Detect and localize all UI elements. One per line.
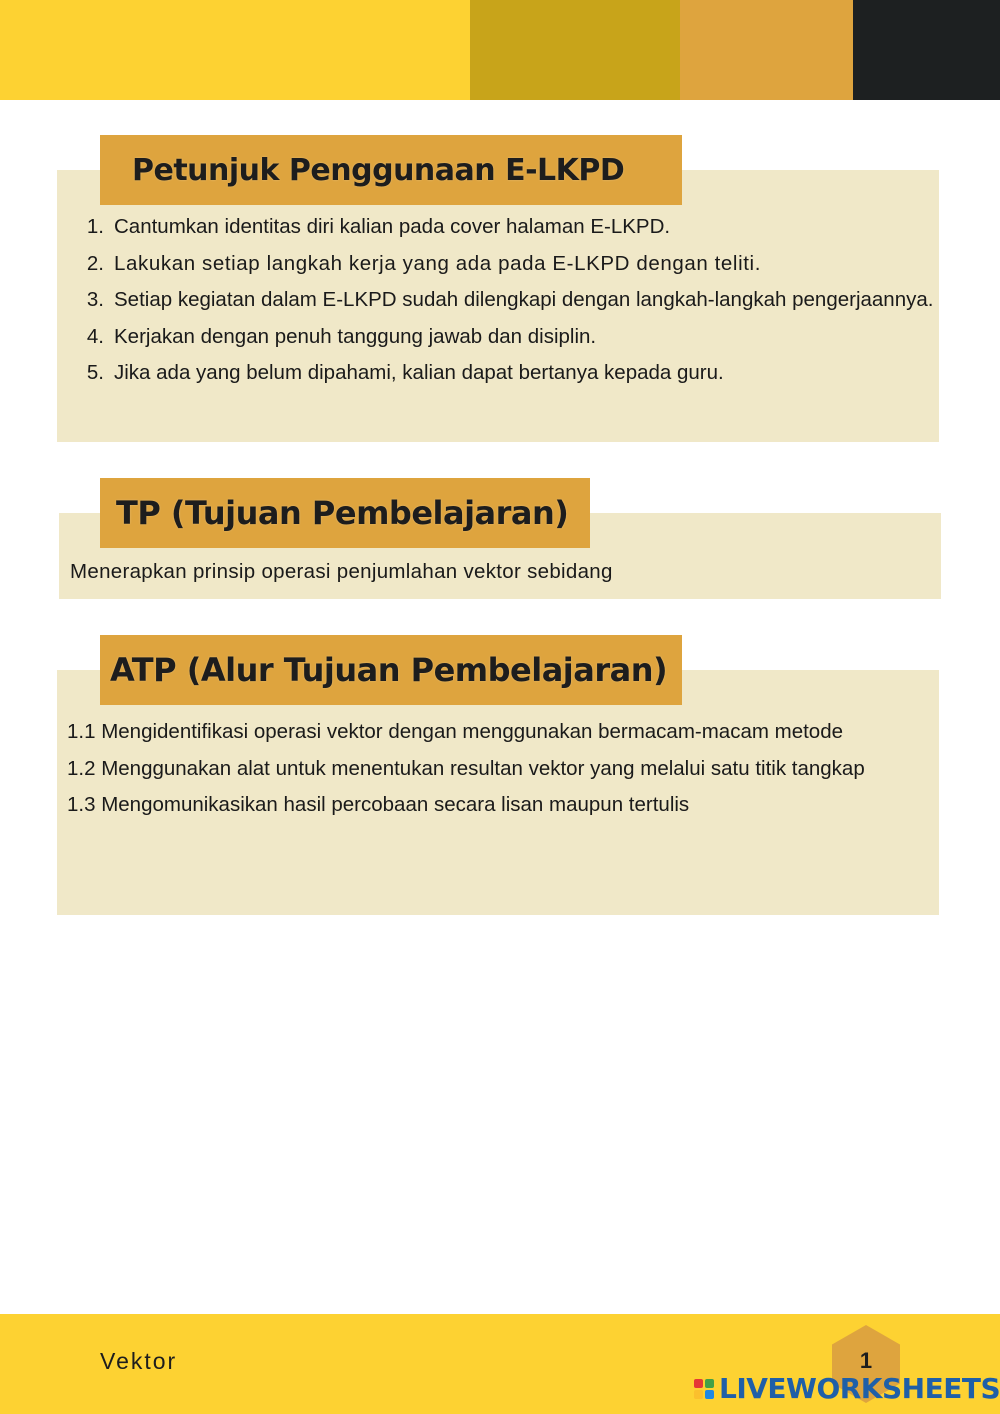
atp-title: ATP (Alur Tujuan Pembelajaran) xyxy=(100,635,682,705)
list-item: 5. Jika ada yang belum dipahami, kalian dapat bertanya kepada guru. xyxy=(86,361,724,384)
footer-topic: Vektor xyxy=(100,1348,178,1374)
top-bar-orange xyxy=(680,0,853,100)
top-bar-yellow xyxy=(0,0,470,100)
petunjuk-list xyxy=(64,209,936,392)
list-item: 2. Lakukan setiap langkah kerja yang ada pada E-LKPD dengan teliti. xyxy=(86,251,761,275)
petunjuk-title: Petunjuk Penggunaan E-LKPD xyxy=(100,135,682,205)
atp-list xyxy=(67,714,929,824)
logo-text: LIVEWORKSHEETS xyxy=(719,1372,1000,1405)
liveworksheets-logo xyxy=(694,1372,1000,1405)
list-item: 1. Cantumkan identitas diri kalian pada cover halaman E-LKPD. xyxy=(86,215,671,238)
page-number: 1 xyxy=(859,1348,873,1373)
tp-title: TP (Tujuan Pembelajaran) xyxy=(100,478,590,548)
list-item: 3. Setiap kegiatan dalam E-LKPD sudah dilengkapi dengan langkah-langkah pengerjaannya. xyxy=(86,288,934,311)
list-item: 1.2 Menggunakan alat untuk menentukan resultan vektor yang melalui satu titik tangkap xyxy=(67,756,865,780)
list-item: 4. Kerjakan dengan penuh tanggung jawab dan disiplin. xyxy=(86,324,597,348)
logo-blocks-icon xyxy=(694,1379,714,1399)
top-bar-dark xyxy=(853,0,1000,100)
top-bar-gold xyxy=(470,0,680,100)
tp-text: Menerapkan prinsip operasi penjumlahan vektor sebidang xyxy=(70,560,613,583)
list-item: 1.1 Mengidentifikasi operasi vektor dengan menggunakan bermacam-macam metode xyxy=(67,720,844,743)
list-item: 1.3 Mengomunikasikan hasil percobaan secara lisan maupun tertulis xyxy=(67,793,690,816)
